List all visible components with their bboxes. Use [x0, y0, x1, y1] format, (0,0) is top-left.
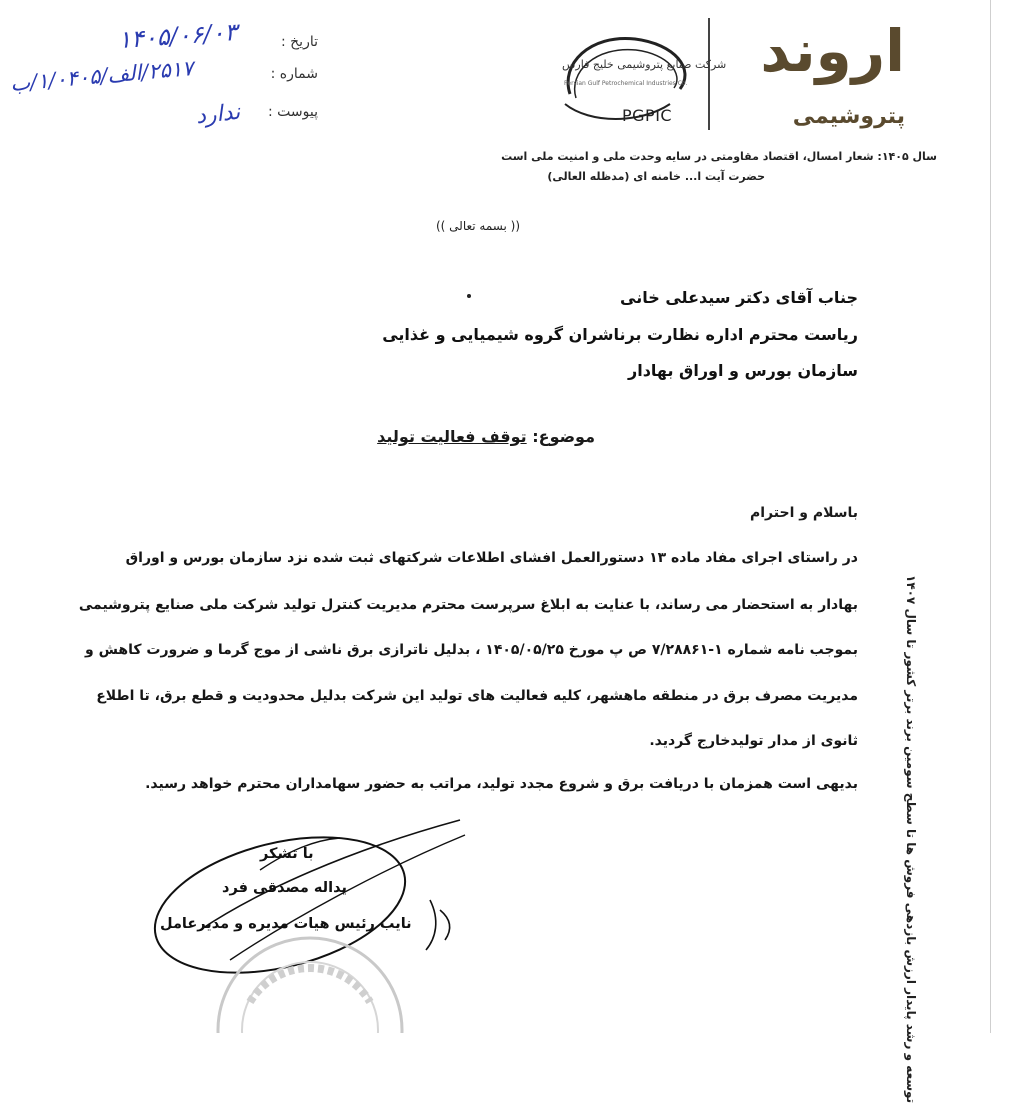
date-value: ۱۴۰۵/۰۶/۰۳ [117, 17, 239, 55]
invocation: (( بسمه تعالی )) [436, 219, 521, 233]
body-line-2: بهادار به استحضار می رساند، با عنایت به ابلاغ سرپرست محترم مدیریت کنترل تولید شرکت ملی صنایع پتروشیمی [78, 597, 858, 613]
body-line-6: بدیهی است همزمان با دریافت برق و شروع مجدد تولید، مراتب به حضور سهامداران محترم خواهد رسید. [145, 776, 858, 792]
subject-value: توقف فعالیت تولید [377, 427, 527, 446]
addressee-name: جناب آقای دکتر سیدعلی خانی [620, 288, 858, 307]
arvand-wordmark: اروند [760, 17, 905, 85]
pgpic-abbr: PGPIC [622, 106, 673, 125]
company-seal-icon [210, 930, 410, 1033]
greeting: باسلام و احترام [750, 505, 858, 521]
number-label: شماره : [270, 66, 318, 82]
attachment-value: ندارد [194, 99, 242, 130]
body-line-4: مدیریت مصرف برق در منطقه ماهشهر، کلیه فعالیت های تولید این شرکت بدلیل محدودیت و قطع برق، تا اطلاع [96, 688, 858, 704]
subject-label: موضوع: [532, 427, 595, 446]
arvand-logo [720, 12, 905, 132]
arvand-subtitle: پتروشیمی [792, 104, 905, 129]
vertical-vision-statement: توسعه و رشد پایدار ارزش بازدهی فروش ها تا سطح سومین برند برتر کشور تا سال ۱۴۰۷ [904, 575, 918, 1103]
subject-line [377, 427, 595, 446]
mark-dot [467, 294, 471, 298]
addressee-organization: سازمان بورس و اوراق بهادار [628, 361, 858, 380]
logo-divider [708, 18, 710, 130]
date-label: تاریخ : [280, 34, 318, 50]
signature-closing: با تشکر [260, 846, 314, 862]
addressee-title: ریاست محترم اداره نظارت برناشران گروه شیمیایی و غذایی [382, 325, 858, 344]
number-value: ۲۵۱۷/الف/۱/۰۴۰۵/ب [9, 56, 195, 96]
body-line-5: ثانوی از مدار تولیدخارج گردید. [649, 733, 858, 749]
signatory-name: یداله مصدقی فرد [222, 880, 347, 896]
pgpic-name-fa: شرکت صنایع پتروشیمی خلیج فارس [562, 58, 727, 71]
pgpic-name-en: Persian Gulf Petrochemical Industries Co. [564, 80, 688, 87]
slogan-line-1: سال ۱۴۰۵: شعار امسال، اقتصاد مقاومتی در سایه وحدت ملی و امنیت ملی است [501, 150, 937, 163]
signatory-title: نایب رئیس هیات مدیره و مدیرعامل [160, 916, 412, 932]
attachment-label: پیوست : [268, 104, 318, 120]
slogan-line-2: حضرت آیت ا... خامنه ای (مدظله العالی) [547, 170, 765, 183]
page-edge [990, 0, 991, 1033]
body-line-3: بموجب نامه شماره ۱-۷/۲۸۸۶۱ ص پ مورخ ۱۴۰۵/۰۵/۲۵ ، بدلیل ناترازی برق ناشی از موج گرما و ضرورت کاهش و [85, 642, 858, 658]
body-line-1: در راستای اجرای مفاد ماده ۱۳ دستورالعمل افشای اطلاعات شرکتهای ثبت شده نزد سازمان بورس و اوراق [125, 550, 858, 566]
pgpic-logo [550, 24, 727, 134]
